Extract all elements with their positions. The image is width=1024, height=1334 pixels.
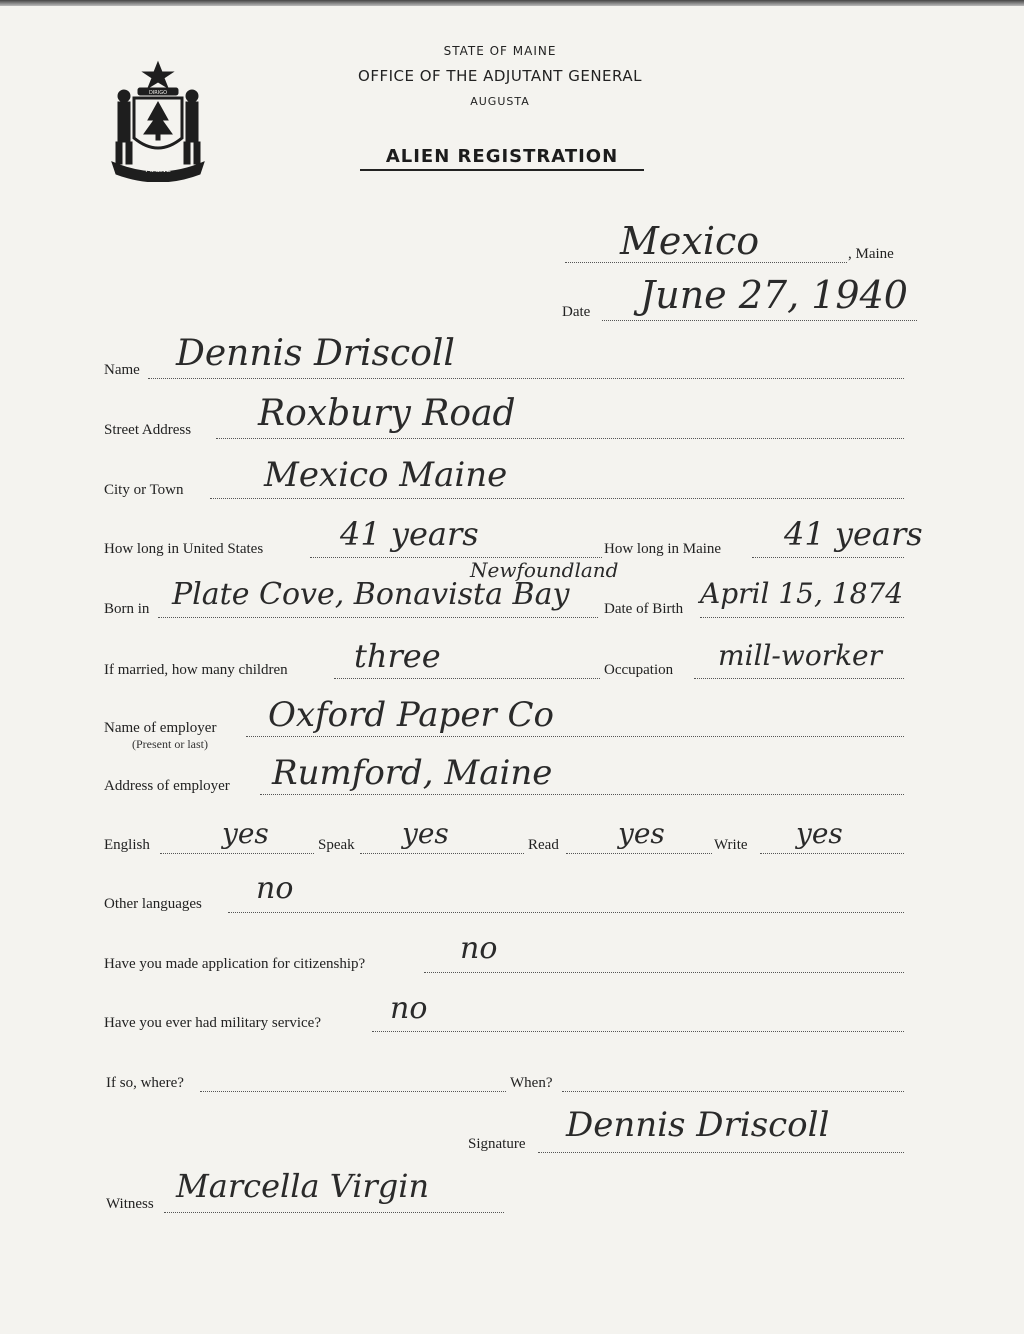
born-in-value: Plate Cove, Bonavista Bay [172, 577, 570, 612]
where-line [200, 1091, 506, 1092]
born-in-line [158, 617, 598, 618]
occupation-line [694, 678, 904, 679]
citizenship-label: Have you made application for citizenship? [104, 956, 366, 972]
speak-value: yes [402, 817, 449, 850]
english-line [160, 853, 314, 854]
date-of-birth-line [700, 617, 904, 618]
citizenship-line [424, 972, 904, 973]
street-value: Roxbury Road [258, 393, 516, 434]
speak-label: Speak [318, 837, 355, 853]
read-label: Read [528, 837, 559, 853]
military-value: no [390, 991, 428, 1026]
employer-line [246, 736, 904, 737]
date-of-birth-label: Date of Birth [604, 601, 684, 617]
header-city: AUGUSTA [470, 95, 530, 108]
header-state: STATE OF MAINE [443, 44, 557, 58]
seal-motto-text: DIRIGO [148, 90, 168, 96]
read-value: yes [618, 817, 665, 850]
witness-label: Witness [106, 1196, 154, 1212]
name-label: Name [104, 362, 140, 378]
city-value: Mexico Maine [264, 455, 508, 495]
citizenship-value: no [460, 931, 498, 966]
military-line [372, 1031, 904, 1032]
children-label: If married, how many children [104, 662, 288, 678]
city-line [210, 498, 904, 499]
date-line [602, 320, 917, 321]
maine-label: , Maine [848, 246, 894, 262]
how-long-maine-line [752, 557, 904, 558]
employer-address-value: Rumford, Maine [272, 753, 553, 793]
signature-line [538, 1152, 904, 1153]
english-value: yes [222, 817, 269, 850]
employer-label: Name of employer [104, 720, 217, 736]
city-label: City or Town [104, 482, 184, 498]
how-long-us-label: How long in United States [104, 541, 264, 557]
employer-value: Oxford Paper Co [268, 695, 554, 735]
born-in-note: Newfoundland [470, 558, 619, 582]
employer-address-label: Address of employer [104, 778, 230, 794]
street-label: Street Address [104, 422, 192, 438]
header-office: OFFICE OF THE ADJUTANT GENERAL [358, 67, 642, 85]
other-languages-value: no [256, 871, 294, 906]
employer-sublabel: (Present or last) [132, 737, 208, 751]
seal-banner-text: MAINE [145, 165, 171, 174]
form-title: ALIEN REGISTRATION [360, 146, 644, 171]
children-line [334, 678, 600, 679]
name-value: Dennis Driscoll [176, 333, 455, 374]
signature-value: Dennis Driscoll [566, 1105, 830, 1145]
name-line [148, 378, 904, 379]
occupation-label: Occupation [604, 662, 674, 678]
military-label: Have you ever had military service? [104, 1015, 321, 1031]
maine-state-seal [104, 58, 212, 182]
witness-value: Marcella Virgin [176, 1167, 430, 1205]
scan-edge [0, 0, 1024, 6]
date-value: June 27, 1940 [640, 273, 908, 317]
where-label: If so, where? [106, 1075, 184, 1091]
street-line [216, 438, 904, 439]
how-long-maine-value: 41 years [784, 515, 923, 553]
write-value: yes [796, 817, 843, 850]
occupation-value: mill-worker [718, 639, 883, 672]
employer-address-line [260, 794, 904, 795]
how-long-maine-label: How long in Maine [604, 541, 722, 557]
born-in-label: Born in [104, 601, 150, 617]
date-label: Date [562, 304, 591, 320]
date-of-birth-value: April 15, 1874 [700, 577, 904, 610]
signature-label: Signature [468, 1136, 526, 1152]
write-line [760, 853, 904, 854]
read-line [566, 853, 712, 854]
speak-line [360, 853, 524, 854]
children-value: three [354, 637, 441, 675]
english-label: English [104, 837, 150, 853]
witness-line [164, 1212, 504, 1213]
when-line [562, 1091, 904, 1092]
when-label: When? [510, 1075, 553, 1091]
other-languages-line [228, 912, 904, 913]
write-label: Write [714, 837, 748, 853]
other-languages-label: Other languages [104, 896, 202, 912]
town-value: Mexico [620, 219, 760, 263]
how-long-us-value: 41 years [340, 515, 479, 553]
